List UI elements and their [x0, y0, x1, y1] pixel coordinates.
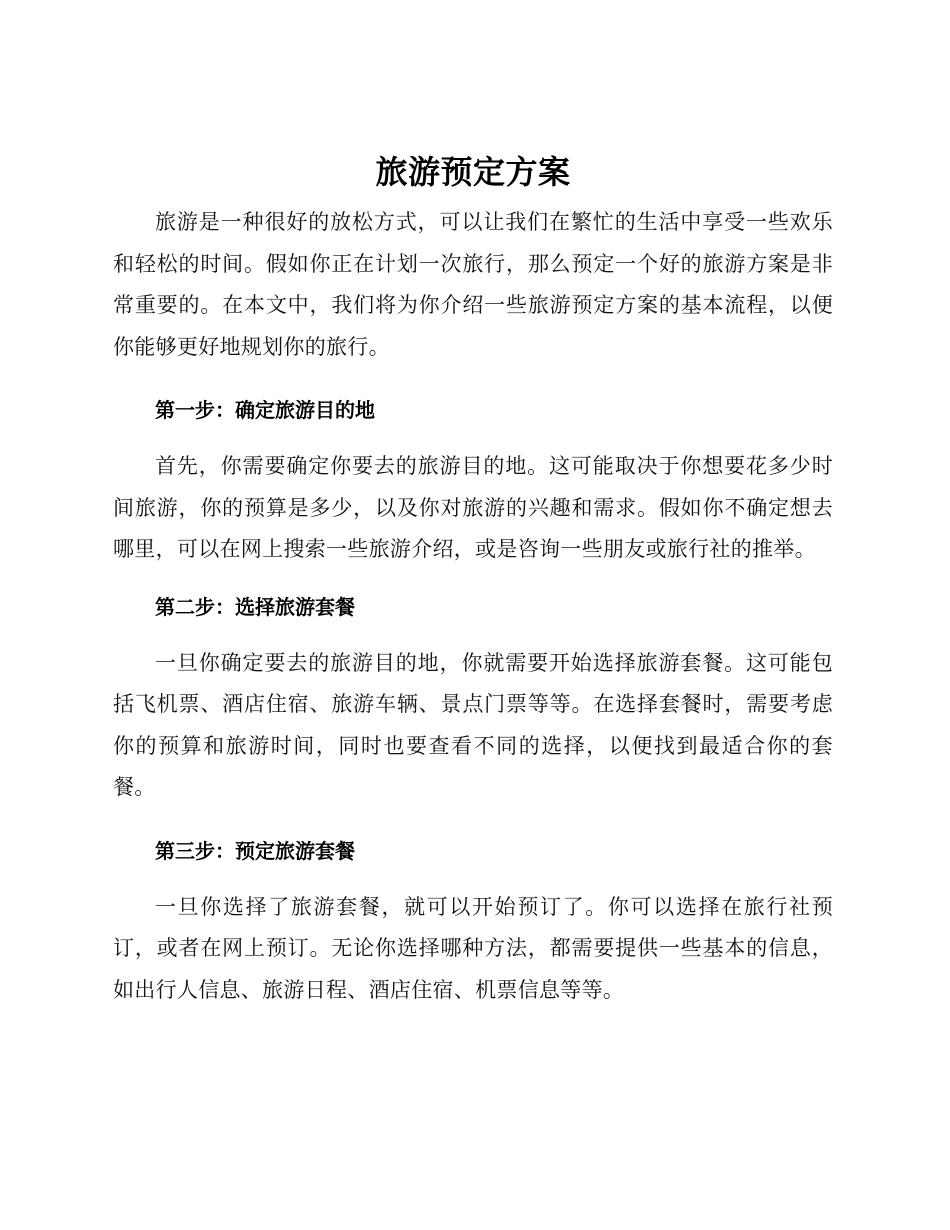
- document-title: 旅游预定方案: [375, 153, 571, 191]
- document-content: [113, 150, 833, 1011]
- section-body-step-2: 一旦你确定要去的旅游目的地，你就需要开始选择旅游套餐。这可能包括飞机票、酒店住宿、旅游车辆、景点门票等等。在选择套餐时，需要考虑你的预算和旅游时间，同时也要查看不同的选择，以便找到最适合你的套餐。: [113, 650, 833, 799]
- intro-paragraph: 旅游是一种很好的放松方式，可以让我们在繁忙的生活中享受一些欢乐和轻松的时间。假如你正在计划一次旅行，那么预定一个好的旅游方案是非常重要的。在本文中，我们将为你介绍一些旅游预定方案的基本流程，以便你能够更好地规划你的旅行。: [113, 210, 833, 359]
- section-heading-step-1: 第一步：确定旅游目的地: [155, 398, 375, 422]
- section-heading-step-3: 第三步：预定旅游套餐: [155, 838, 355, 863]
- section-body-step-1: 首先，你需要确定你要去的旅游目的地。这可能取决于你想要花多少时间旅游，你的预算是多少，以及你对旅游的兴趣和需求。假如你不确定想去哪里，可以在网上搜索一些旅游介绍，或是咨询一些朋友或旅行社的推举。: [113, 454, 833, 561]
- section-heading-step-2: 第二步：选择旅游套餐: [155, 594, 355, 619]
- section-body-step-3: 一旦你选择了旅游套餐，就可以开始预订了。你可以选择在旅行社预订，或者在网上预订。无论你选择哪种方法，都需要提供一些基本的信息，如出行人信息、旅游日程、酒店住宿、机票信息等等。: [113, 894, 833, 1002]
